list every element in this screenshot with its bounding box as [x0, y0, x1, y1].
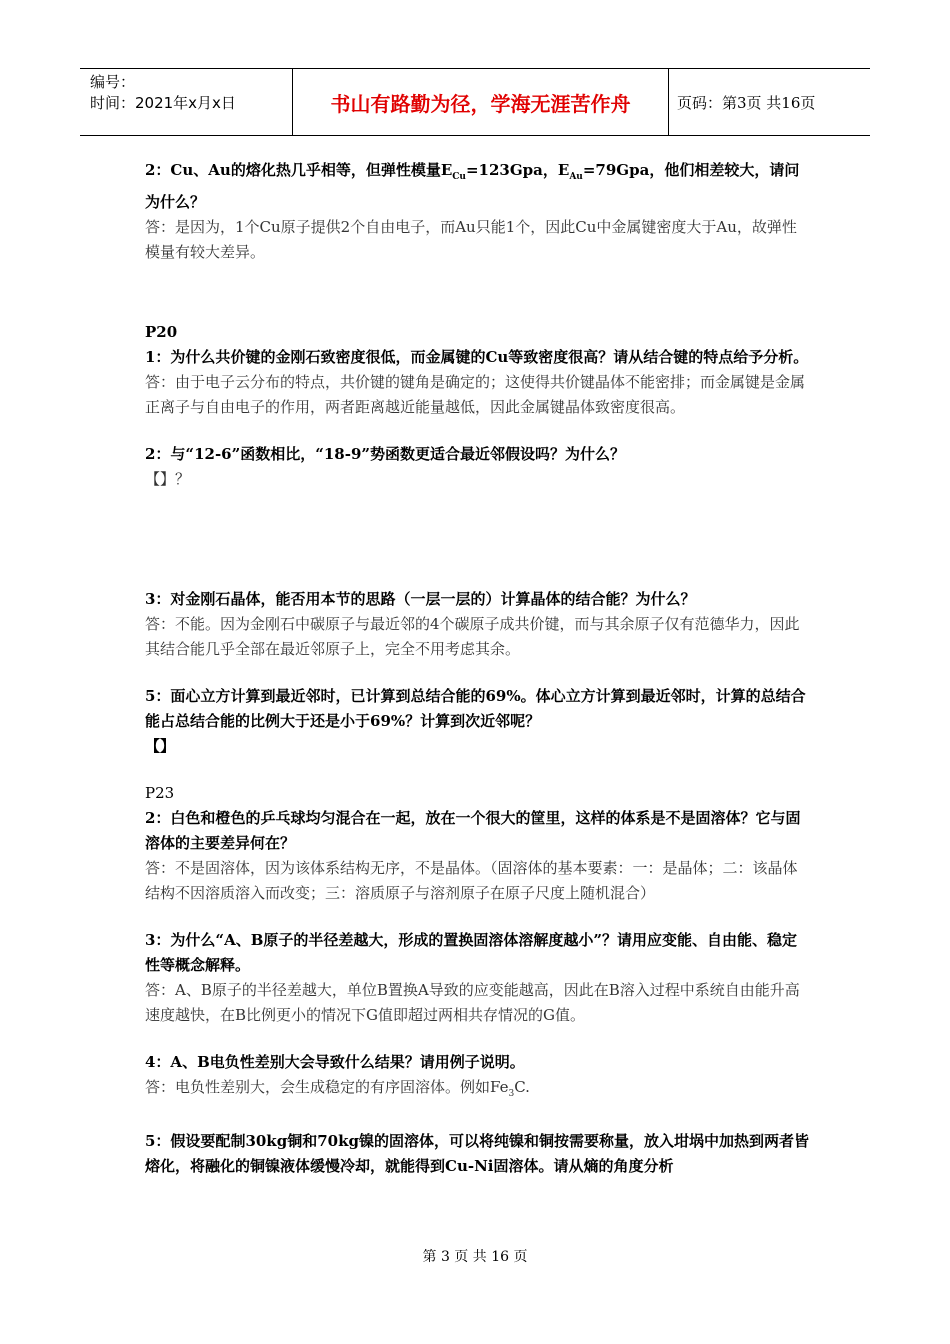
qa-block — [145, 345, 810, 420]
section-label: P23 — [145, 784, 175, 802]
question: 5：假设要配制30kg铜和70kg镍的固溶体，可以将纯镍和铜按需要称量，放入坩埚中加热到两者皆熔化，将融化的铜镍液体缓慢冷却，就能得到Cu-Ni固溶体。请从熵的角度分析 — [145, 1132, 809, 1175]
answer: 答：不是固溶体，因为该体系结构无序，不是晶体。（固溶体的基本要素：一：是晶体；二：该晶体结构不因溶质溶入而改变；三：溶质原子与溶剂原子在原子尺度上随机混合） — [145, 859, 798, 902]
question: 2：白色和橙色的乒乓球均匀混合在一起，放在一个很大的筐里，这样的体系是不是固溶体？它与固溶体的主要差异何在？ — [145, 809, 801, 852]
qa-block — [145, 1050, 810, 1107]
header-page-info: 页码：第3页 共16页 — [669, 69, 871, 136]
qa-block — [145, 1129, 810, 1179]
question: 5：面心立方计算到最近邻时，已计算到总结合能的69%。体心立方计算到最近邻时，计算的总结合能占总结合能的比例大于还是小于69%？计算到次近邻呢？ — [145, 687, 806, 730]
qa-block — [145, 158, 810, 265]
qa-block — [145, 442, 810, 492]
page-content — [145, 158, 810, 1201]
page-header — [80, 68, 870, 136]
header-number: 编号： — [90, 73, 136, 91]
header-date: 时间：2021年x月x日 — [90, 94, 236, 112]
answer: 答：A、B原子的半径差越大，单位B置换A导致的应变能越高，因此在B溶入过程中系统自由能升高速度越快，在B比例更小的情况下G值即超过两相共存情况的G值。 — [145, 981, 800, 1024]
page-footer: 第 3 页 共 16 页 — [422, 1249, 528, 1265]
section-label: P20 — [145, 323, 178, 341]
header-info — [80, 69, 293, 136]
answer: 【】 — [145, 737, 176, 755]
qa-block — [145, 806, 810, 906]
question: 4：A、B电负性差别大会导致什么结果？请用例子说明。 — [145, 1053, 525, 1071]
answer: 答：由于电子云分布的特点，共价键的键角是确定的；这使得共价键晶体不能密排；而金属键是金属正离子与自由电子的作用，两者距离越近能量越低，因此金属键晶体致密度很高。 — [145, 373, 806, 416]
question: 2：与“12-6”函数相比，“18-9”势函数更适合最近邻假设吗？为什么？ — [145, 445, 626, 463]
question: 1：为什么共价键的金刚石致密度很低，而金属键的Cu等致密度很高？请从结合键的特点给予分析。 — [145, 348, 809, 366]
qa-block — [145, 684, 810, 759]
answer: 答：是因为，1个Cu原子提供2个自由电子，而Au只能1个，因此Cu中金属键密度大于Au，故弹性模量有较大差异。 — [145, 218, 797, 261]
header-motto: 书山有路勤为径，学海无涯苦作舟 — [293, 69, 669, 136]
answer: 答：不能。因为金刚石中碳原子与最近邻的4个碳原子成共价键，而与其余原子仅有范德华力，因此其结合能几乎全部在最近邻原子上，完全不用考虑其余。 — [145, 615, 800, 658]
answer: 【】？ — [145, 470, 191, 488]
answer: 答：电负性差别大，会生成稳定的有序固溶体。例如$Fe_3C$. — [145, 1078, 530, 1099]
question: 3：对金刚石晶体，能否用本节的思路（一层一层的）计算晶体的结合能？为什么？ — [145, 590, 696, 608]
qa-block — [145, 928, 810, 1028]
qa-block — [145, 587, 810, 662]
question: 2：Cu、Au的熔化热几乎相等，但弹性模量$E_{Cu}=123Gpa$，$E_{Au}=79Gpa$，他们相差较大，请问为什么？ — [145, 161, 800, 211]
question: 3：为什么“A、B原子的半径差越大，形成的置换固溶体溶解度越小”？请用应变能、自由能、稳定性等概念解释。 — [145, 931, 798, 974]
